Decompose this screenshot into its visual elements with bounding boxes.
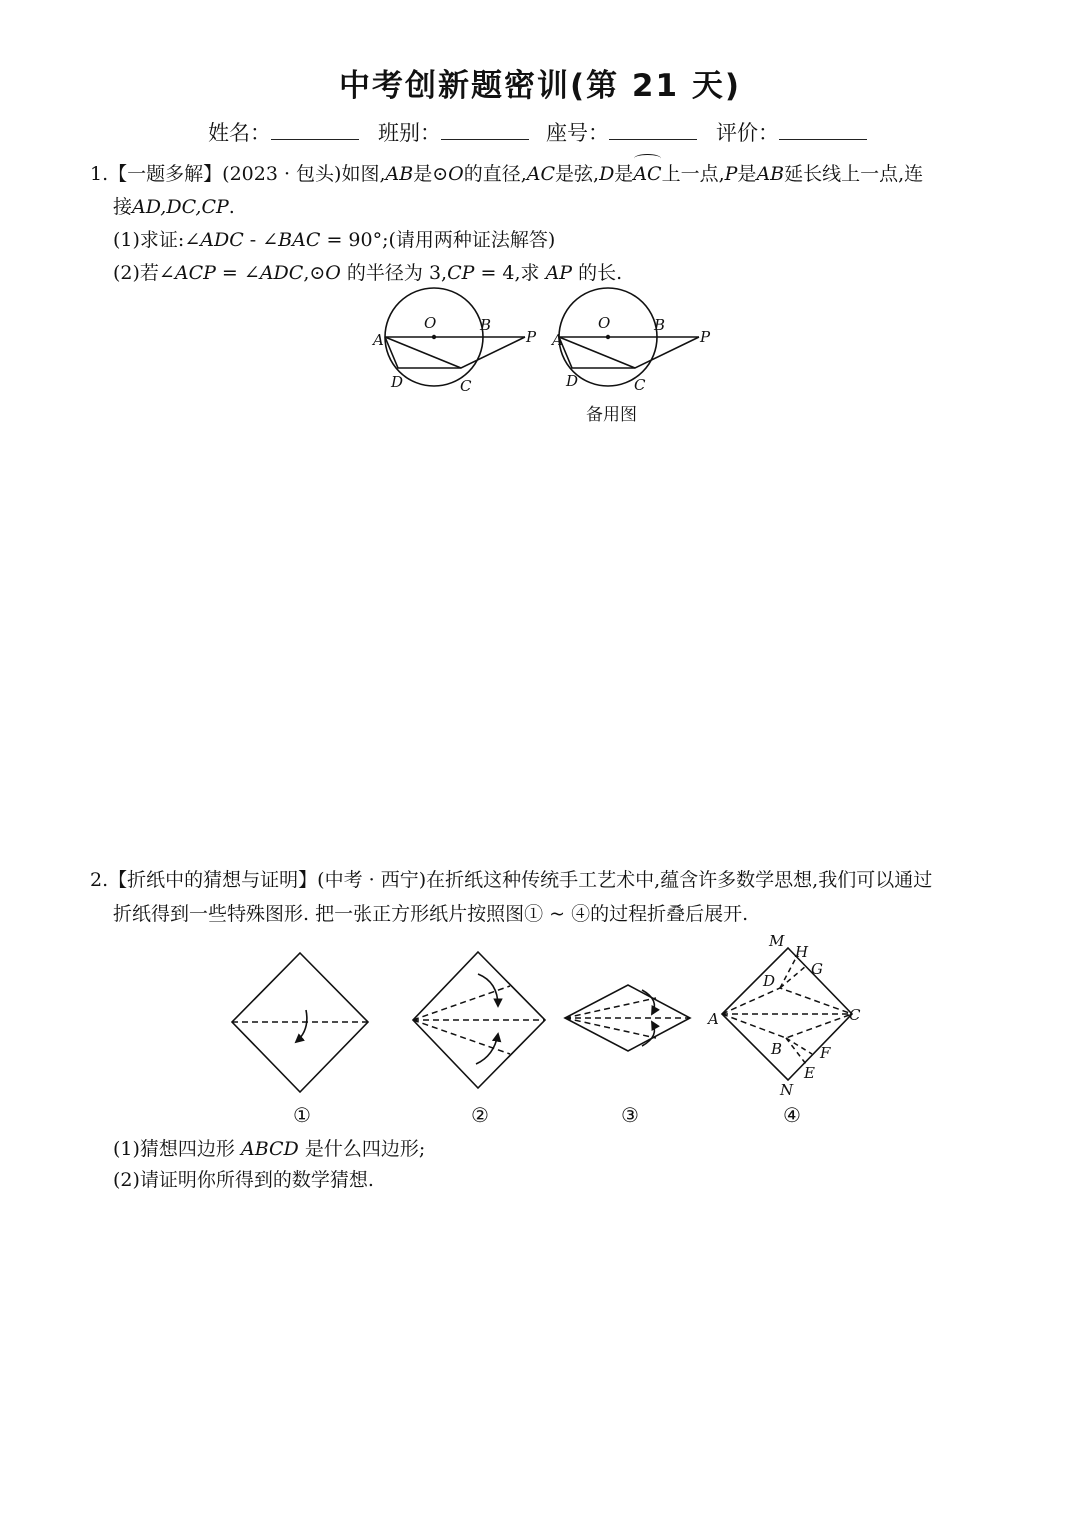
q1-text: 是⊙	[413, 163, 449, 185]
q1-text: 是弦,	[555, 163, 600, 185]
q2-line1	[90, 866, 932, 894]
q1-var: AC	[526, 163, 556, 185]
q1-figure	[370, 288, 550, 398]
q1-text: ,⊙	[303, 262, 326, 284]
page-title: 中考创新题密训(第 21 天)	[338, 68, 742, 104]
fold-step-4	[706, 932, 861, 1127]
q1-text: 是	[614, 163, 634, 185]
seat-field	[546, 117, 697, 147]
step-label-3: ③	[621, 1103, 639, 1127]
label-o: O	[598, 314, 611, 332]
label-c: C	[460, 377, 472, 395]
class-blank[interactable]	[441, 119, 529, 140]
eval-field	[716, 117, 867, 147]
step-label-2: ②	[471, 1103, 489, 1127]
fold-step-2	[413, 952, 545, 1127]
q1-var: ACP	[174, 262, 216, 284]
q2-text: (2)请证明你所得到的数学猜想.	[113, 1169, 374, 1191]
q1-line2	[113, 193, 235, 221]
label-a: A	[373, 331, 384, 349]
q1-var: ADC	[200, 229, 244, 251]
q1-source: (2023 · 包头)	[222, 163, 342, 185]
q2-text: 折纸得到一些特殊图形. 把一张正方形纸片按照图① ~ ④的过程折叠后展开.	[113, 903, 749, 925]
name-blank[interactable]	[271, 119, 359, 140]
fold-arrow-icon	[478, 974, 498, 1006]
q1-text: 接	[113, 196, 133, 218]
q2-text: (1)猜想四边形	[113, 1138, 241, 1160]
q1-arc-var: AC	[633, 160, 661, 188]
fold-arrow-icon	[296, 1010, 307, 1042]
q1-text: 是	[737, 163, 757, 185]
q1-text: 上一点,	[661, 163, 725, 185]
q2-var: ABCD	[240, 1138, 299, 1160]
step-label-1: ①	[293, 1103, 311, 1127]
label-d: D	[763, 972, 776, 990]
q1-number: 1.	[90, 163, 109, 185]
label-m: M	[769, 932, 785, 950]
q1-var: BAC	[278, 229, 321, 251]
q2-text: 在折纸这种传统手工艺术中,蕴含许多数学思想,我们可以通过	[426, 869, 933, 891]
label-o: O	[424, 314, 437, 332]
q1-var: O	[448, 163, 464, 185]
fold-line	[565, 998, 656, 1018]
seat-label: 座号：	[546, 121, 609, 145]
label-g: G	[811, 960, 823, 978]
q1-text: .	[228, 196, 235, 218]
q2-line2	[113, 900, 748, 928]
q1-text: 的半径为 3,	[340, 262, 448, 284]
q1-text: = 90°;(请用两种证法解答)	[320, 229, 556, 251]
name-field	[208, 117, 359, 147]
label-p: P	[700, 328, 711, 346]
q1-var: AB	[756, 163, 785, 185]
label-d: D	[566, 372, 579, 390]
eval-blank[interactable]	[779, 119, 867, 140]
q1-var: AD,DC,CP	[132, 196, 229, 218]
q1-var: ADC	[259, 262, 304, 284]
label-a: A	[552, 331, 563, 349]
q2-number: 2.	[90, 869, 109, 891]
class-label: 班别：	[378, 121, 441, 145]
q1-part2	[113, 259, 622, 287]
fold-line	[413, 1020, 510, 1054]
q1-text: 的长.	[572, 262, 623, 284]
q1-text: 的直径,	[463, 163, 527, 185]
eval-label: 评价：	[716, 121, 779, 145]
q2-tag: 【折纸中的猜想与证明】	[108, 869, 318, 891]
polyline-adcp	[559, 337, 699, 368]
q2-text: 是什么四边形;	[298, 1138, 426, 1160]
q1-var: D	[599, 163, 615, 185]
seat-blank[interactable]	[609, 119, 697, 140]
label-a: A	[708, 1010, 719, 1028]
q1-text: 如图,	[341, 163, 386, 185]
label-b: B	[654, 316, 666, 334]
center-dot	[432, 335, 436, 339]
name-label: 姓名：	[208, 121, 271, 145]
label-h: H	[795, 943, 809, 961]
fold-line-be	[786, 1038, 806, 1064]
fold-arrow-icon	[476, 1034, 498, 1064]
label-c: C	[634, 376, 646, 394]
fold-line-adc	[722, 988, 852, 1014]
label-c: C	[849, 1006, 861, 1024]
q1-var: AB	[385, 163, 414, 185]
q1-text: - ∠	[243, 229, 279, 251]
q2-part2	[113, 1166, 374, 1194]
label-b: B	[771, 1040, 783, 1058]
q1-spare-figure	[544, 288, 724, 428]
q1-text: = 4,求	[474, 262, 546, 284]
q2-part1	[113, 1135, 425, 1163]
fold-line-dg	[780, 966, 806, 988]
label-e: E	[804, 1064, 815, 1082]
fold-line	[565, 1018, 656, 1038]
q2-figures	[220, 930, 880, 1130]
step-label-4: ④	[783, 1103, 801, 1127]
q1-var: O	[325, 262, 341, 284]
label-d: D	[391, 373, 404, 391]
class-field	[378, 117, 529, 147]
q1-line1	[90, 160, 923, 188]
q1-var: CP	[447, 262, 475, 284]
q2-source: (中考 · 西宁)	[317, 869, 427, 891]
q1-text: (1)求证:∠	[113, 229, 201, 251]
q1-var: P	[724, 163, 738, 185]
spare-caption: 备用图	[586, 405, 637, 425]
label-f: F	[820, 1044, 831, 1062]
q1-spare-figure-svg	[544, 288, 724, 428]
q1-part1	[113, 226, 555, 254]
q1-figure-svg	[370, 288, 550, 398]
q1-text: (2)若∠	[113, 262, 175, 284]
q1-text: = ∠	[215, 262, 260, 284]
fold-step-3	[565, 985, 690, 1127]
label-p: P	[526, 328, 537, 346]
q1-tag: 【一题多解】	[108, 163, 223, 185]
label-b: B	[480, 316, 492, 334]
polyline-adcp	[385, 337, 525, 368]
q1-text: 延长线上一点,连	[784, 163, 924, 185]
q1-var: AP	[545, 262, 573, 284]
fold-step-1	[232, 953, 368, 1127]
q2-figures-svg	[220, 930, 880, 1130]
center-dot	[606, 335, 610, 339]
label-n: N	[780, 1081, 794, 1099]
fold-line-bf	[786, 1038, 812, 1054]
